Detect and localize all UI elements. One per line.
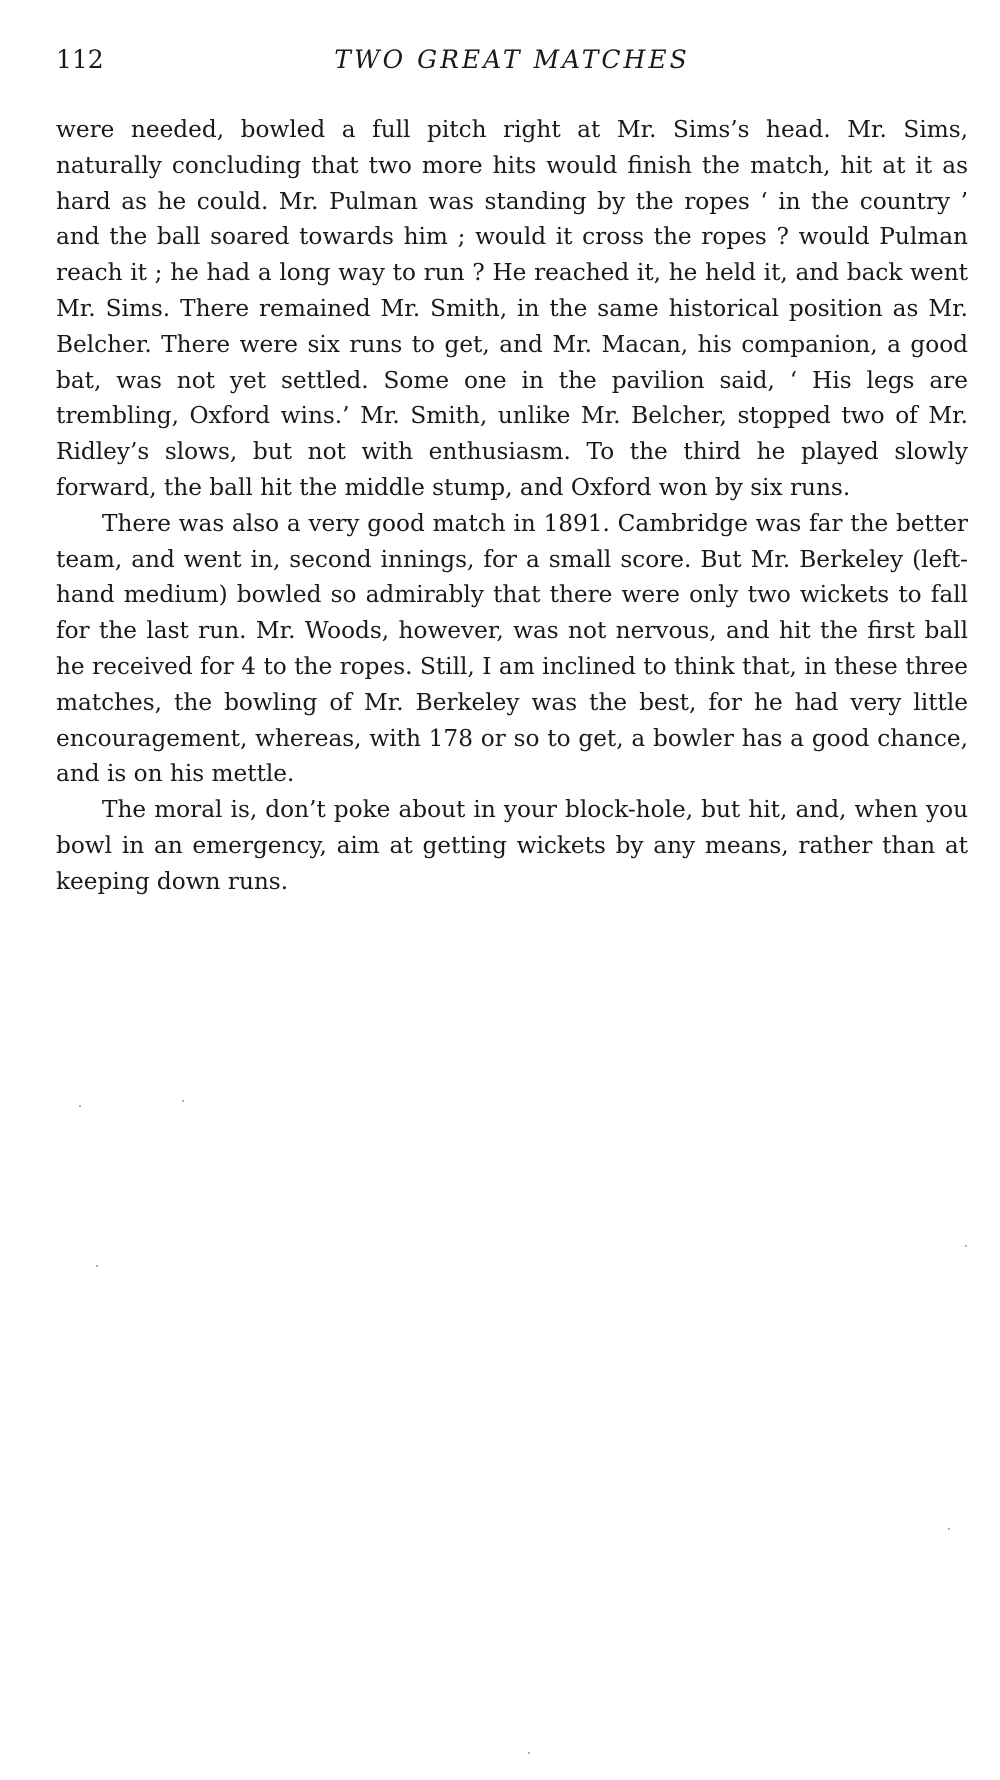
scan-speck (96, 1265, 98, 1267)
page-number: 112 (56, 45, 104, 74)
scan-speck (182, 1100, 184, 1102)
scan-speck (79, 1105, 81, 1107)
scan-speck (948, 1528, 950, 1530)
running-head (56, 44, 968, 84)
paragraph-3: The moral is, don’t poke about in your block-hole, but hit, and, when you bowl in an emergency, aim at getting wickets by any means, rather than at keeping down runs. (56, 796, 968, 895)
paragraph-1: were needed, bowled a full pitch right at Mr. Sims’s head. Mr. Sims, naturally concluding that two more hits would finish the match, hit at it as hard as he could. Mr. Pulman was standing by the ropes ‘ in the country ’ and the ball soared towards him ; would it cross the ropes ? would Pulman reach it ; he had a long way to run ? He reached it, he held it, and back went Mr. Sims. There remained Mr. Smith, in the same historical position as Mr. Belcher. There were six runs to get, and Mr. Macan, his companion, a good bat, was not yet settled. Some one in the pavilion said, ‘ His legs are trembling, Oxford wins.’ Mr. Smith, unlike Mr. Belcher, stopped two of Mr. Ridley’s slows, but not with enthusiasm. To the third he played slowly forward, the ball hit the middle stump, and Oxford won by six runs. (56, 116, 968, 501)
body-text (56, 112, 968, 900)
paragraph-2: There was also a very good match in 1891. Cambridge was far the better team, and went in, second innings, for a small score. But Mr. Berkeley (left-hand medium) bowled so admirably that there were only two wickets to fall for the last run. Mr. Woods, however, was not nervous, and hit the first ball he received for 4 to the ropes. Still, I am inclined to think that, in these three matches, the bowling of Mr. Berkeley was the best, for he had very little encouragement, whereas, with 178 or so to get, a bowler has a good chance, and is on his mettle. (56, 509, 968, 788)
book-page (56, 44, 968, 900)
scan-speck (965, 1245, 967, 1247)
scan-speck (528, 1752, 530, 1754)
running-title: TWO GREAT MATCHES (334, 45, 690, 74)
